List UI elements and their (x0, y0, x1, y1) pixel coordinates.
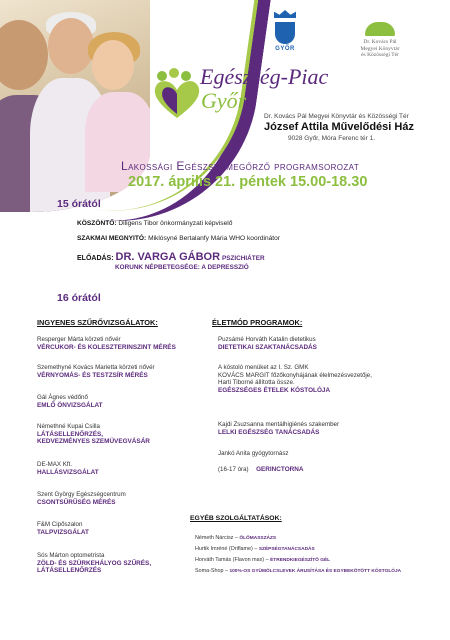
screening-service-2: LÁTÁSELLENŐRZÉS (37, 567, 102, 575)
screenings-heading: INGYENES SZŰRŐVIZSGÁLATOK: (37, 318, 158, 327)
lifestyle-provider-3: Harti Tiborné állította össze. (218, 379, 295, 387)
hour15-heading: 15 órától (57, 198, 101, 210)
lifestyle-heading: ÉLETMÓD PROGRAMOK: (212, 318, 303, 327)
other-service-item: Soma-Shop – 100%-OS GYÜMÖLCSLEVEK ÁRUSÍTÁSA ÉS EGYBEKÖTÖTT KÓSTOLÓJA (195, 568, 402, 574)
screening-provider: F&M Cipőszalon (37, 521, 83, 528)
library-mark-icon (365, 22, 395, 36)
opening-value: Miklósyné Bertalanfy Mária WHO koordinátor (148, 235, 280, 242)
other-service-item: Hurtik Imréné (Oriflame) – SZÉPSÉGTANÁCSADÁS (195, 546, 315, 552)
other-service-name: 100%-OS GYÜMÖLCSLEVEK ÁRUSÍTÁSA ÉS EGYBEKÖTÖTT KÓSTOLÓJA (229, 569, 402, 574)
screening-provider: Sós Márton optometrista (37, 552, 105, 559)
other-service-provider: Hurtik Imréné (Oriflame) (195, 546, 253, 552)
screening-item (37, 491, 126, 506)
lecture-label: ELŐADÁS: (77, 255, 114, 262)
screening-item (37, 461, 99, 476)
lifestyle-provider: A kóstoló menüket az I. Sz. GMK (218, 364, 309, 371)
library-caption-2: Megyei Könyvtár (360, 45, 400, 52)
lifestyle-provider: Jankó Anita gyógytornász (218, 450, 289, 457)
other-service-provider: Horváth Tamás (Flavon max) (195, 557, 265, 563)
venue-name: József Attila Művelődési Ház (264, 121, 414, 133)
hour16-heading: 16 órától (57, 292, 101, 304)
event-logo-icon (150, 66, 204, 120)
other-service-item: Horváth Tamás (Flavon max) – ÉTRENDKIEGÉSZÍTŐ GÉL (195, 557, 331, 563)
screening-provider: Szent György Egészségcentrum (37, 491, 126, 498)
lifestyle-program: GERINCTORNA (256, 465, 304, 473)
screening-service: HALLÁSVIZSGÁLAT (37, 468, 99, 476)
other-service-name: ŐLŐMASSZÁZS (239, 536, 277, 541)
lifestyle-item (218, 336, 317, 351)
screening-service: VÉRCUKOR- ÉS KOLESZTERINSZINT MÉRÉS (37, 343, 176, 351)
other-service-item: Németh Nárcisz – ŐLŐMASSZÁZS (195, 535, 277, 541)
lifestyle-program: DIETETIKAI SZAKTANÁCSADÁS (218, 343, 317, 351)
screening-provider: Resperger Márta körzeti nővér (37, 336, 121, 343)
lecture-role: PSZICHIÁTER (221, 255, 265, 262)
lecture-topic: KORUNK NÉPBETEGSÉGE: A DEPRESSZIÓ (115, 264, 249, 271)
event-date: 2017. április 21. péntek 15.00-18.30 (128, 174, 368, 190)
library-caption-1: Dr. Kovács Pál (363, 39, 397, 45)
lifestyle-program: LELKI EGÉSZSÉG TANÁCSADÁS (218, 428, 320, 436)
lifestyle-program: EGÉSZSÉGES ÉTELEK KÓSTOLÓJA (218, 386, 331, 394)
lifestyle-provider-2: (16-17 óra) (218, 465, 249, 473)
screening-service-2: KEDVEZMÉNYES SZEMÜVEGVÁSÁR (37, 438, 150, 446)
screening-item (37, 336, 176, 351)
crown-icon (274, 10, 296, 18)
library-line: Dr. Kovács Pál Megyei Könyvtár és Közösségi Tér (264, 113, 409, 120)
greeting-value: Diligens Tibor önkormányzati képviselő (118, 220, 233, 227)
lecture-speaker: DR. VARGA GÁBOR (115, 251, 221, 263)
screening-provider: DE-MAX Kft. (37, 461, 73, 468)
city-logo-caption: GYŐR (275, 46, 295, 52)
lifestyle-provider-2: KOVÁCS MARGIT főzőkonyhájának élelmezésvezetője, (218, 371, 372, 379)
other-service-provider: Németh Nárcisz (195, 535, 234, 541)
screening-service: LÁTÁSELLENŐRZÉS, (37, 430, 104, 438)
screening-provider: Gál Ágnes védőnő (37, 394, 88, 401)
event-city: Győr (201, 88, 247, 113)
lifestyle-item (218, 421, 339, 436)
lifestyle-provider: Puzsámé Horváth Katalin dietetikus (218, 336, 316, 343)
screening-service: TALPVIZSGÁLAT (37, 528, 89, 536)
screening-item (37, 521, 89, 536)
lifestyle-item (218, 364, 372, 395)
lifestyle-provider: Kajdi Zsuzsanna mentálhigiénés szakember (218, 421, 340, 428)
screening-item (37, 423, 150, 446)
screening-item (37, 552, 151, 575)
gyor-city-logo (268, 10, 302, 52)
crest-icon (275, 22, 295, 44)
screening-item (37, 394, 103, 409)
event-title: Egészség-Piac (200, 64, 329, 89)
other-service-provider: Soma-Shop (195, 568, 224, 574)
screening-service: CSONTSŰRŰSÉG MÉRÉS (37, 498, 116, 506)
greeting-label: KÖSZÖNTŐ: (77, 220, 117, 227)
other-service-name: ÉTRENDKIEGÉSZÍTŐ GÉL (270, 558, 331, 563)
opening-line (77, 235, 280, 242)
screening-item (37, 364, 155, 379)
other-service-name: SZÉPSÉGTANÁCSADÁS (258, 547, 315, 552)
screening-provider: Szemethyné Kovács Marietta körzeti nővér (37, 364, 155, 371)
series-title: Lakossági Egészségmegőrző programsorozat (121, 159, 360, 173)
screening-provider: Némethné Kupai Csilla (37, 423, 100, 430)
venue-address: 9028 Győr, Móra Ferenc tér 1. (288, 135, 376, 142)
screening-service: EMLŐ ÖNVIZSGÁLAT (37, 401, 103, 409)
lifestyle-item (218, 450, 304, 476)
screening-service: VÉRNYOMÁS- ÉS TESTZSÍR MÉRÉS (37, 371, 148, 379)
screening-service: ZÖLD- ÉS SZÜRKEHÁLYOG SZŰRÉS, (37, 559, 152, 567)
other-services-heading: EGYÉB SZOLGÁLTATÁSOK: (190, 515, 282, 522)
opening-label: SZAKMAI MEGNYITÓ: (77, 235, 147, 242)
library-logo (330, 22, 430, 59)
library-caption-3: és Közösségi Tér (361, 52, 399, 58)
greeting-line (77, 220, 232, 227)
lecture-line (77, 251, 265, 263)
